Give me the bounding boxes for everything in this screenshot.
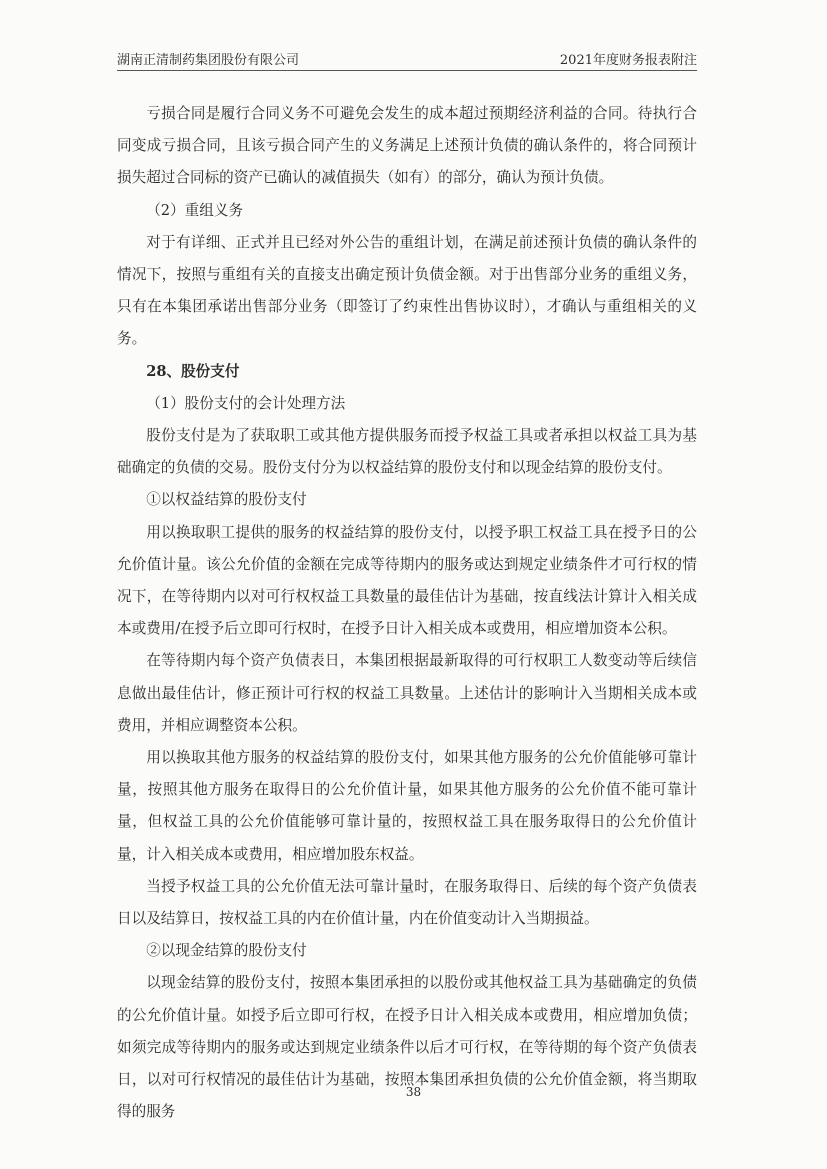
page-header (117, 46, 697, 71)
paragraph-cash-settled: 以现金结算的股份支付，按照本集团承担的以股份或其他权益工具为基础确定的负债的公允价值计量。如授予后立即可行权，在授予日计入相关成本或费用，相应增加负债；如须完成等待期内的服务或达到规定业绩条件以后才可行权，在等待期的每个资产负债表日，以对可行权情况的最佳估计为基础，按照本集团承担负债的公允价值金额，将当期取得的服务 (117, 974, 697, 1121)
paragraph-onerous-contract: 亏损合同是履行合同义务不可避免会发生的成本超过预期经济利益的合同。待执行合同变成亏损合同，且该亏损合同产生的义务满足上述预计负债的确认条件的，将合同预计损失超过合同标的资产已确认的减值损失（如有）的部分，确认为预计负债。 (117, 105, 697, 187)
report-title: 2021年度财务报表附注 (559, 53, 697, 68)
subheading-cash-settled: ②以现金结算的股份支付 (146, 942, 307, 960)
paragraph-restructuring: 对于有详细、正式并且已经对外公告的重组计划，在满足前述预计负债的确认条件的情况下，按照与重组有关的直接支出确定预计负债金额。对于出售部分业务的重组义务，只有在本集团承诺出售部分业务（即签订了约束性出售协议时），才确认与重组相关的义务。 (117, 233, 697, 348)
paragraph-equity-employee: 用以换取职工提供的服务的权益结算的股份支付，以授予职工权益工具在授予日的公允价值计量。该公允价值的金额在完成等待期内的服务或达到规定业绩条件才可行权的情况下，在等待期内以对可行权权益工具数量的最佳估计为基础，按直线法计算计入相关成本或费用/在授予后立即可行权时，在授予日计入相关成本或费用，相应增加资本公积。 (117, 523, 697, 638)
page-number: 38 (405, 1085, 422, 1099)
paragraph-intrinsic-value: 当授予权益工具的公允价值无法可靠计量时，在服务取得日、后续的每个资产负债表日以及结算日，按权益工具的内在价值计量，内在价值变动计入当期损益。 (117, 877, 697, 928)
subheading-accounting-method: （1）股份支付的会计处理方法 (146, 394, 346, 412)
company-name: 湖南正清制药集团股份有限公司 (117, 53, 300, 68)
subheading-equity-settled: ①以权益结算的股份支付 (146, 491, 307, 509)
paragraph-equity-other-parties: 用以换取其他方服务的权益结算的股份支付，如果其他方服务的公允价值能够可靠计量，按照其他方服务在取得日的公允价值计量，如果其他方服务的公允价值不能可靠计量，但权益工具的公允价值能够可靠计量的，按照权益工具在服务取得日的公允价值计量，计入相关成本或费用，相应增加股东权益。 (117, 749, 697, 863)
subheading-restructuring: （2）重组义务 (146, 201, 244, 219)
section-heading-share-payment: 28、股份支付 (146, 362, 240, 380)
paragraph-vesting-estimate: 在等待期内每个资产负债表日，本集团根据最新取得的可行权职工人数变动等后续信息做出最佳估计，修正预计可行权的权益工具数量。上述估计的影响计入当期相关成本或费用，并相应调整资本公积。 (117, 652, 697, 734)
document-body (117, 98, 697, 1129)
paragraph-share-payment-definition: 股份支付是为了获取职工或其他方提供服务而授予权益工具或者承担以权益工具为基础确定的负债的交易。股份支付分为以权益结算的股份支付和以现金结算的股份支付。 (117, 427, 697, 477)
